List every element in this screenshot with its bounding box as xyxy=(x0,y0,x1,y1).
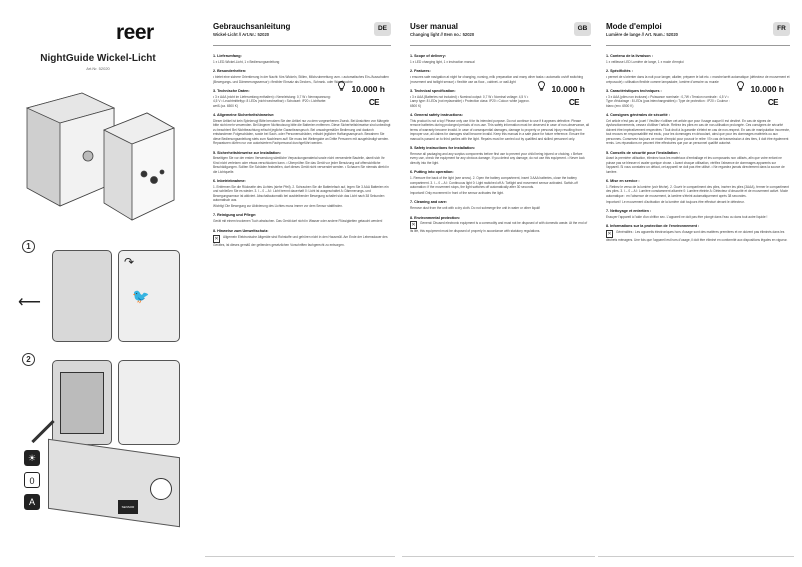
de-section-6-warning: Wichtig! Die Bewegung zur Aktivierung des Lichtes muss immer vor dem Sensor stattfinden. xyxy=(213,204,343,209)
gb-section-5-heading: 5. Safety instructions for installation: xyxy=(410,146,475,151)
fr-title: Mode d'emploi xyxy=(606,22,662,31)
de-body xyxy=(213,49,391,249)
sensor-circle xyxy=(150,478,172,500)
de-section-6-text: 1. Entfernen Sie die Rückseite des Lichtes (siehe Pfeil). 2. Schrauben Sie die Batteriefach auf, legen Sie 3 AAA Batterien ein und schließen Sie es wieder. 3. I – 0 – A I: Licht brennt dauerhaft 0: Licht ist ausgeschaltet A: Dämmerungs- und Bewegungssensor ist aktiviert. Abschaltautomatik bei ausbleibender Bewegung schaltet sich das Licht nach 38 Sekunden automatisch aus. xyxy=(213,184,389,203)
gb-section-5-text: Remove all packaging and any surplus components before first use to prevent your child being injured or choking. • Before every use, check the equipment for any obvious damage. If you detect any damage, do not use this equipment. • Never look directly into the light. xyxy=(410,152,585,165)
de-section-8-text: Allgemein Elektronische Altgeräte sind Rohstoffe und gehören nicht in den Hausmüll. Am Ende der Lebensdauer des Gerätes, ist dieses gemäß der geltenden gesetzlichen Vorschriften fachgerecht zu entsorgen. xyxy=(213,234,388,247)
arrow-left-icon: ⟵ xyxy=(18,294,41,311)
fr-body xyxy=(606,49,790,244)
de-section-6-heading: 6. Inbetriebnahme: xyxy=(213,179,246,184)
de-section-2-heading: 2. Besonderheiten: xyxy=(213,69,247,74)
gb-lifetime: 10.000 h xyxy=(551,84,585,95)
gb-section-1-text: 1 x LED changing light, 1 x instruction manual xyxy=(410,59,475,64)
de-section-4-text: Dieser Artikel ist kein Spielzeug! Bitte benutzen Sie den Artikel nur zu dem vorgesehenen Zweck. Bei Ansichten von Mängeln bitte nicht mehr verwenden. Bei längerer Nichtnutzung bitte die Batterien entfernen. Diese Sicherheitshinweise sind unbedingt zu beachten! Bei Nichtbeachtung erlischt jegliche Garantieanspruch. Bei unsachgemäßer Bedienung und dadurch entstandenen Folgeschäden, sowie bei Sach- oder Personenschäden, erlischt jeglicher Haftungsanspruch. Bewahren Sie diese Bedienungsanleitung stets zum Nachlesen auf! Sie muss bei Weitergabe an Dritte Personen mit ausgehändigt werden. Reparaturen dürfen nur von autorisiertem Fachpersonal durchgeführt werden. xyxy=(213,119,391,146)
de-section-3-heading: 3. Technische Daten: xyxy=(213,89,250,94)
fr-section-1-heading: 1. Contenu de la livraison : xyxy=(606,54,653,58)
fr-section-5-text: Avant la première utilisation, éliminez tous les matériaux d'emballage et les composants non utilisés, afin que votre enfant ne puisse pas se blesser ni avaler quelque chose. • Avant chaque utilisation, vérifiez l'absence de dommages apparents sur l'appareil. Si vous constatez un défaut, cet appareil ne doit pas être utilisé. • Ne regardez jamais directement dans la source de lumière. xyxy=(606,156,785,174)
de-section-2-text: • bietet eine sichere Orientierung in der Nacht: fürs Wickeln, Stillen, Milchzubereitung uvm. • automatisches Ein-/Ausschalten (Bewegungs- und Dämmerungssensor) • flexibler Einsatz als Decken-, Schrank- oder Wandleuchte xyxy=(213,75,389,84)
step-number-1: 1 xyxy=(22,240,35,253)
fr-bottom-rule xyxy=(598,556,794,557)
fr-section-2-text: • permet de s'orienter dans la nuit pour langer, allaiter, préparer le lait etc. • marche/arrêt automatique (détecteur de mouvement et crépuscule) • utilisation flexible comme lampadaire, lumière d'armoire ou murale xyxy=(606,75,790,84)
fr-ce-mark: CE xyxy=(767,98,778,108)
de-bottom-rule xyxy=(205,556,395,557)
gb-ce-mark: CE xyxy=(568,98,579,108)
step1-panel-left xyxy=(52,250,112,342)
fr-section-5-heading: 5. Conseils de sécurité pour l'installation : xyxy=(606,150,680,155)
product-illustration xyxy=(22,88,177,223)
english-column xyxy=(402,0,595,567)
fr-section-2-heading: 2. Spécificités : xyxy=(606,69,633,74)
gb-section-6-warning: Important! Only movement in front of the sensor activates the light. xyxy=(410,190,504,195)
brand-logo: reer xyxy=(116,21,154,44)
fr-language-badge: FR xyxy=(773,22,790,36)
weee-bin-icon: ✕ xyxy=(607,231,612,238)
fr-section-6-warning: Important ! Le mouvement d'activation de la lumière doit toujours être effectué devant le détecteur. xyxy=(606,199,745,204)
de-section-7-heading: 7. Reinigung und Pflege: xyxy=(213,213,257,218)
de-section-3-text: • 3 x AAA (nicht im Lieferumfang enthalten) • Nennleistung: 0,7 W • Nennspannung: 4,5 V • Leuchtmitteltyp: 8 LEDs (nicht wechselbar) • Schutzart: IP20 • Lichtfarbe: weiß (ca. 6500 K) xyxy=(213,94,331,108)
off-icon: 0 xyxy=(24,472,40,488)
gb-body xyxy=(410,49,591,235)
weee-bin-icon: ✕ xyxy=(214,235,219,242)
product-title: NightGuide Wickel-Licht xyxy=(40,53,156,64)
bulb-icon xyxy=(338,81,345,92)
french-column xyxy=(598,0,794,567)
de-section-8-heading: 8. Hinweise zum Umweltschutz: xyxy=(213,228,269,233)
gb-title: User manual xyxy=(410,22,459,31)
auto-mode-icon: A xyxy=(24,494,40,510)
de-section-4-heading: 4. Allgemeine Sicherheitshinweise: xyxy=(213,113,275,118)
fr-lifetime: 10.000 h xyxy=(750,84,784,95)
fr-section-1-text: 1 x veilleuse LED Lumière de lange, 1 x mode d'emploi xyxy=(606,59,684,64)
de-section-1-text: 1 x LED-Wickel-Licht, 1 x Bedienungsanleitung xyxy=(213,59,280,64)
fr-section-6-text: 1. Retirez le verso de la lumière (voir flèche). 2. Ouvrir le compartiment des piles, insérer les piles (3AAA), fermer le compartiment des piles. 3. I – 0 – A I: Lumière constamment allumée 0: Lumière éteinte A: Détecteur d'obscurité et de mouvement activé. Mode automatique : en l'absence de mouvement, la lumière s'éteint automatiquement après 38 secondes. xyxy=(606,184,789,198)
bulb-icon xyxy=(538,81,545,92)
step-number-2: 2 xyxy=(22,353,35,366)
fr-section-3-text: • 3 x AAA (piles non incluses) • Puissance nominale : 0,7W • Tension nominale : 4,5 V • Type d'éclairage : 8 LEDs (pas interchangeables) • Type de protection : IP20 • Couleur : blanc (env. 6500 K) xyxy=(606,94,730,108)
gb-section-2-heading: 2. Features: xyxy=(410,69,431,74)
de-tech-block xyxy=(213,84,391,108)
sensor-on-icon: ☀ xyxy=(24,450,40,466)
de-header xyxy=(213,22,391,46)
de-title: Gebrauchsanleitung xyxy=(213,22,291,31)
de-section-5-heading: 5. Sicherheitshinweise zur Installation: xyxy=(213,150,281,155)
step2-closed-panel xyxy=(118,360,180,445)
gb-section-7-text: Remove dust from the unit with a dry cloth. Do not submerge the unit in water or other liquid! xyxy=(410,206,541,211)
gb-section-4-text: This product is not a toy! Please only use it for its intended purpose. Do not continue to use if it appears defective. Please remove batteries during prolonged periods of non-use. This safety information must be observed in case of non-observance, all terms of warranty become invalid. In case of consequential damages, damage to property or personal injury resulting from improper use, all claims for damages shall become invalid. Keep this manual in a safe place for future reference. Ensure the manual is passed on to third parties with the light. Repairs must be carried out by qualified and skilled personnel only. xyxy=(410,119,590,141)
fr-section-7-heading: 7. Nettoyage et entretien : xyxy=(606,209,652,214)
product-art-number: Art.Nr. 52020 xyxy=(86,66,110,71)
fr-section-4-heading: 4. Consignes générales de sécurité : xyxy=(606,113,670,118)
gb-section-3-text: • 3 x AAA (Batteries not included) • Nominal output: 0,7 W • Nominal voltage: 4,5 V • Lamp type: 8 LEDs (not replaceable) • Protection class: IP20 • Colour: white (approx. 6500 K) xyxy=(410,94,530,108)
gb-section-4-heading: 4. General safety instructions: xyxy=(410,113,463,118)
gb-tech-block xyxy=(410,84,591,108)
gb-section-6-heading: 6. Putting into operation: xyxy=(410,170,454,175)
de-section-7-text: Gerät mit einem trockenen Tuch abwischen. Das Gerät darf nicht in Wasser oder andere Flüssigkeiten getaucht werden! xyxy=(213,219,383,224)
cover-column xyxy=(0,0,196,567)
bulb-icon xyxy=(737,81,744,92)
german-column xyxy=(205,0,395,567)
gb-section-8-text: General: Disused electronic equipment is a commodity and must not be disposed of with domestic waste. At the end of its life, this equipment must be disposed of properly in accordance with statutory regulations. xyxy=(410,221,588,234)
battery-compartment xyxy=(60,372,104,434)
gb-section-3-heading: 3. Technical specification: xyxy=(410,89,456,94)
gb-section-2-text: • ensures safe navigation at night for changing, nursing, milk preparation and many other tasks • automatic on/off switching (movement and twilight sensor) • flexible use as floor-, cabinet- or wall-light xyxy=(410,75,583,84)
fr-subtitle: Lumière de lange // Art. Num.: 52020 xyxy=(606,32,678,37)
de-section-1-heading: 1. Lieferumfang: xyxy=(213,54,242,58)
sensor-label-box: SENSOR xyxy=(118,500,138,514)
fr-tech-block xyxy=(606,84,790,108)
gb-subtitle: Changing light // Item no.: 52020 xyxy=(410,32,475,37)
fr-header xyxy=(606,22,790,46)
fr-section-4-text: Cet article n'est pas un jouet ! Veuillez n'utiliser cet article que pour l'usage auquel il est destiné. En cas de signes de dysfonctionnements, cessez d'utiliser l'article. Retirez les piles en cas de non-utilisation prolongée. Ces consignes de sécurité doivent être impérativement respectées ! Tout droit à la garantie s'éteint en cas de non-respect. En cas de manipulation incorrecte, tout recours en responsabilité est exclu, pour les dommages en découlant, ainsi que pour les dommages matériels ou aux personnes. Conservez toujours ce mode d'emploi pour pouvoir le relire ! En cas de transmission à des tiers, il doit être également remis. Les réparations ne peuvent être effectuées que par un personnel qualifié autorisé. xyxy=(606,119,790,146)
fr-section-3-heading: 3. Caractéristiques techniques : xyxy=(606,89,662,94)
gb-header xyxy=(410,22,591,46)
arrow-curve-icon: ↷ xyxy=(124,255,135,269)
de-ce-mark: CE xyxy=(368,98,379,108)
gb-section-7-heading: 7. Cleaning and care: xyxy=(410,200,448,205)
light-box-left xyxy=(27,93,114,206)
fr-section-8-heading: 8. Informations sur la protection de l'environnement : xyxy=(606,224,700,229)
gb-section-6-text: 1. Remove the back of the light (see arrow). 2. Open the battery compartment, insert 3 AAA batteries, close the battery compartment. 3. I – 0 – A I: Continuous light 0: Light switched off A: Twilight and movement sensor activated. Switch-off automation: if the movement stops, the light switches off automatically after 30 seconds. xyxy=(410,176,578,189)
gb-section-8-heading: 8. Environmental protection: xyxy=(410,215,460,220)
gb-bottom-rule xyxy=(402,556,595,557)
gb-section-1-heading: 1. Scope of delivery: xyxy=(410,54,446,58)
de-section-5-text: Beseitigen Sie vor der ersten Verwendung sämtliche Verpackungsmaterial sowie nicht verwendete Bauteile, damit sich Ihr Kind nicht verletzen oder etwas verschlucken kann. • Überprüfen Sie das Gerät vor jeder Benutzung auf offensichtliche Beschädigungen. Sollten Sie Schäden feststellen, darf dieses Gerät nicht verwendet werden. • Schauen Sie niemals direkt in die Lichtquelle. xyxy=(213,156,390,174)
fr-section-8-text: Généralités : Les appareils électroniques hors d'usage sont des matières premières et ne doivent pas éliminés dans les déchets ménagers. Une fois que l'appareil est hors d'usage, il doit être éliminé en conformité aux dispositions légales en vigueur. xyxy=(606,230,788,243)
fr-section-7-text: Essuyer l'appareil à l'aide d'un chiffon sec. L'appareil ne doit pas être plongé dans l'eau ou dans tout autre liquide ! xyxy=(606,214,768,219)
fr-section-6-heading: 6. Mise en service : xyxy=(606,179,640,184)
bird-icon: 🐦 xyxy=(132,288,150,304)
de-language-badge: DE xyxy=(374,22,391,36)
weee-bin-icon: ✕ xyxy=(411,222,416,229)
light-box-right xyxy=(104,113,174,220)
de-subtitle: Wickel-Licht // Art.Nr.: 52020 xyxy=(213,32,270,37)
gb-language-badge: GB xyxy=(574,22,591,36)
de-lifetime: 10.000 h xyxy=(351,84,385,95)
